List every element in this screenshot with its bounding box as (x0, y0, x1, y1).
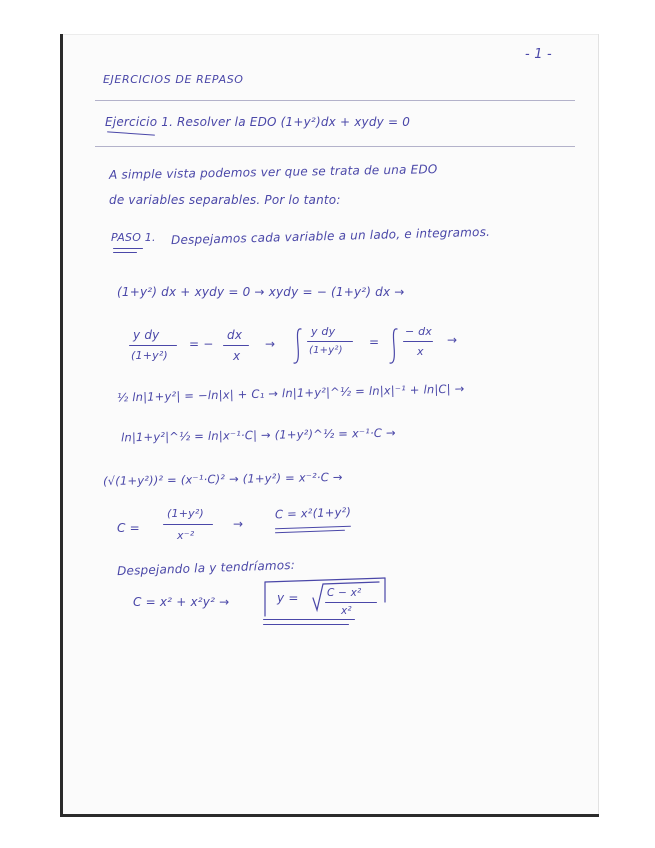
eq2-frac2-den: x (233, 349, 241, 363)
integral-sign-icon (291, 326, 305, 366)
eq2-end-arrow: → (447, 333, 458, 347)
fraction-bar (163, 524, 213, 525)
eq6-num: (1+y²) (167, 507, 204, 520)
equation-3: ½ ln|1+y²| = −ln|x| + C₁ → ln|1+y²|^½ = ln|x|⁻¹ + ln|C| → (116, 381, 465, 405)
eq2-eq: = (369, 335, 380, 349)
eq2-int1-num: y dy (311, 325, 336, 338)
page-title: EJERCICIOS DE REPASO (103, 73, 244, 86)
fraction-bar (307, 341, 353, 342)
exercise-label: Ejercicio 1. (105, 115, 174, 129)
step-label: PASO 1. (111, 231, 156, 244)
equation-1: (1+y²) dx + xydy = 0 → xydy = − (1+y²) dx → (117, 285, 405, 299)
eq2-int2-den: x (417, 345, 424, 358)
eq7-left: C = x² + x²y² → (133, 595, 230, 609)
eq2-arrow: → (265, 337, 276, 351)
result-underline-2 (275, 530, 345, 534)
ruled-line (95, 146, 575, 147)
fraction-bar (223, 345, 249, 346)
step-label-underline-2 (113, 252, 137, 253)
intro-line-1: A simple vista podemos ver que se trata de una EDO (108, 162, 438, 182)
eq2-int1-den: (1+y²) (309, 345, 343, 356)
integral-sign-icon (387, 326, 401, 366)
eq2-mid: = − (189, 337, 214, 351)
eq2-frac1-num: y dy (133, 328, 160, 342)
step-text: Despejamos cada variable a un lado, e integramos. (170, 224, 491, 248)
intro-line-2: de variables separables. Por lo tanto: (109, 193, 341, 207)
eq2-frac1-den: (1+y²) (131, 349, 168, 362)
eq7-den: x² (341, 605, 352, 617)
solve-text: Despejando la y tendríamos: (116, 557, 296, 579)
ruled-line (95, 100, 575, 101)
equation-5: (√(1+y²))² = (x⁻¹·C)² → (1+y²) = x⁻²·C → (102, 469, 343, 489)
notebook-page (60, 34, 599, 817)
eq7-num: C − x² (327, 587, 362, 599)
final-underline-2 (263, 624, 349, 625)
exercise-label-underline (107, 131, 155, 136)
final-underline (263, 619, 355, 620)
step-label-underline (113, 248, 143, 249)
eq6-c: C = (117, 521, 140, 535)
eq2-frac2-num: dx (227, 328, 243, 342)
equation-4: ln|1+y²|^½ = ln|x⁻¹·C| → (1+y²)^½ = x⁻¹·C → (120, 425, 396, 445)
eq6-result: C = x²(1+y²) (274, 504, 352, 522)
fraction-bar (129, 345, 177, 346)
page-number: - 1 - (525, 47, 552, 62)
boxed-result-frame (261, 562, 391, 618)
eq6-den: x⁻² (177, 529, 195, 542)
eq7-y: y = (277, 591, 299, 605)
eq2-int2-num: − dx (405, 325, 433, 338)
fraction-bar (403, 341, 433, 342)
eq6-arrow: → (233, 517, 244, 531)
exercise-statement: Resolver la EDO (1+y²)dx + xydy = 0 (177, 115, 411, 129)
